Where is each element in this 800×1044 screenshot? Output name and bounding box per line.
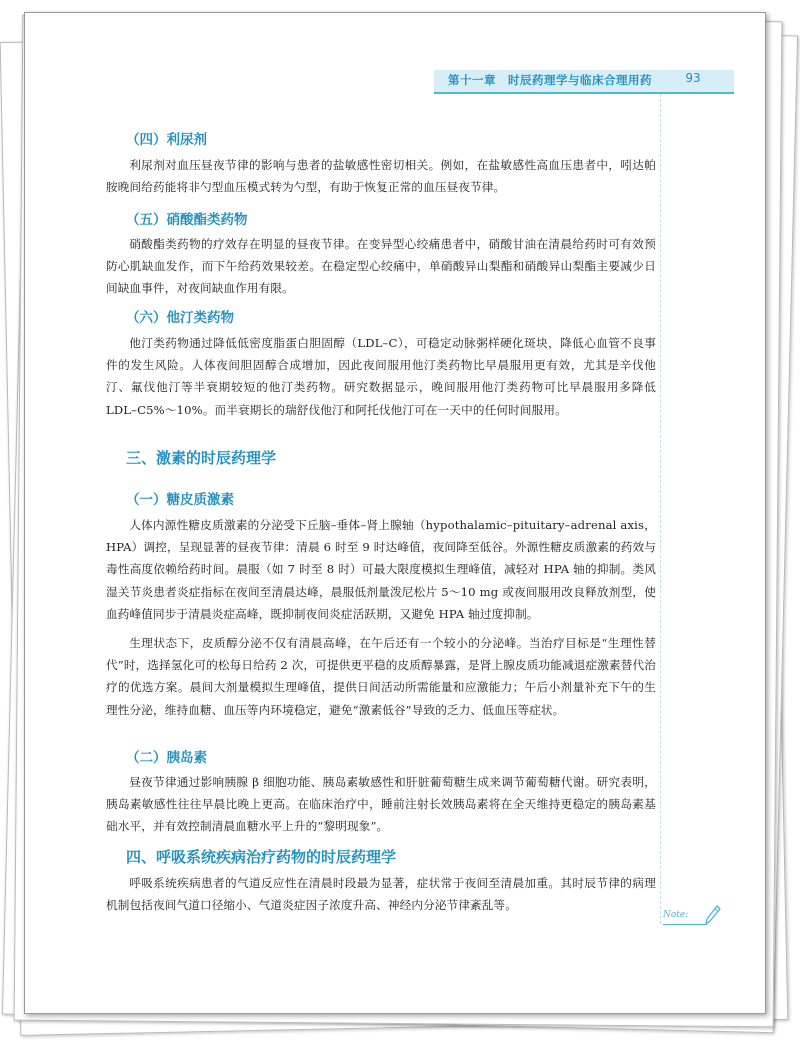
paragraph-respiratory: 呼吸系统疾病患者的气道反应性在清晨时段最为显著，症状常于夜间至清晨加重。其时辰节律的病理机制包括夜间气道口径缩小、气道炎症因子浓度升高、神经内分泌节律紊乱等。: [106, 876, 656, 913]
paragraph-glucocorticoids-1: 人体内源性糖皮质激素的分泌受下丘脑–垂体–肾上腺轴（hypothalamic–pituitary–adrenal axis，HPA）调控，呈现显著的昼夜节律：清晨 6 时至 9 时达峰值，夜间降至低谷。外源性糖皮质激素的药效与毒性高度依赖给药时间。晨服（如 7 时至 8 时）可最大限度模拟生理峰值，减轻对 HPA 轴的抑制。类风湿关节炎患者炎症指标在夜间至清晨达峰，晨服低剂量泼尼松片 5～10 mg 或夜间服用改良释放剂型，使血药峰值同步于清晨炎症高峰，既抑制夜间炎症活跃期，又避免 HPA 轴过度抑制。: [106, 518, 656, 621]
margin-rule: [660, 94, 661, 924]
pen-icon: [705, 905, 721, 925]
paragraph-nitrates: 硝酸酯类药物的疗效存在明显的昼夜节律。在变异型心绞痛患者中，硝酸甘油在清晨给药时可有效预防心肌缺血发作，而下午给药效果较差。在稳定型心绞痛中，单硝酸异山梨酯和硝酸异山梨酯主要减少日间缺血事件，对夜间缺血作用有限。: [106, 237, 656, 296]
paragraph-statins: 他汀类药物通过降低低密度脂蛋白胆固醇（LDL–C），可稳定动脉粥样硬化斑块，降低心血管不良事件的发生风险。人体夜间胆固醇合成增加，因此夜间服用他汀类药物比早晨服用更有效，尤其是辛伐他汀、氟伐他汀等半衰期较短的他汀类药物。研究数据显示，晚间服用他汀类药物可比早晨服用多降低 LDL–C5%～10%。而半衰期长的瑞舒伐他汀和阿托伐他汀可在一天中的任何时间服用。: [106, 336, 656, 417]
heading-glucocorticoids: （一）糖皮质激素: [126, 492, 234, 508]
chapter-title: 第十一章 时辰药理学与临床合理用药: [448, 73, 652, 87]
paragraph-diuretics: 利尿剂对血压昼夜节律的影响与患者的盐敏感性密切相关。例如，在盐敏感性高血压患者中，吲达帕胺晚间给药能将非勺型血压模式转为勺型，有助于恢复正常的血压昼夜节律。: [106, 158, 656, 195]
heading-respiratory: 四、呼吸系统疾病治疗药物的时辰药理学: [126, 848, 397, 866]
note-area: [663, 905, 721, 927]
heading-statins: （六）他汀类药物: [126, 310, 234, 326]
note-label: Note:: [663, 910, 689, 920]
heading-hormones: 三、激素的时辰药理学: [126, 449, 277, 467]
paragraph-insulin: 昼夜节律通过影响胰腺 β 细胞功能、胰岛素敏感性和肝脏葡萄糖生成来调节葡萄糖代谢。研究表明，胰岛素敏感性往往早晨比晚上更高。在临床治疗中，睡前注射长效胰岛素将在全天维持更稳定的胰岛素基础水平，并有效控制清晨血糖水平上升的“黎明现象”。: [106, 775, 656, 834]
heading-insulin: （二）胰岛素: [126, 750, 207, 766]
heading-nitrates: （五）硝酸酯类药物: [126, 212, 248, 228]
page-number: 93: [685, 71, 701, 85]
running-header: [434, 70, 734, 92]
paragraph-glucocorticoids-2: 生理状态下，皮质醇分泌不仅有清晨高峰，在午后还有一个较小的分泌峰。当治疗目标是“生理性替代”时，选择氢化可的松每日给药 2 次，可提供更平稳的皮质醇暴露，是肾上腺皮质功能减退症激素替代治疗的优选方案。晨间大剂量模拟生理峰值，提供日间活动所需能量和应激能力；午后小剂量补充下午的生理性分泌，维持血糖、血压等内环境稳定，避免“激素低谷”导致的乏力、低血压等症状。: [106, 636, 656, 717]
header-rule: [434, 92, 734, 94]
note-underline: [663, 924, 707, 925]
heading-diuretics: （四）利尿剂: [126, 132, 207, 148]
